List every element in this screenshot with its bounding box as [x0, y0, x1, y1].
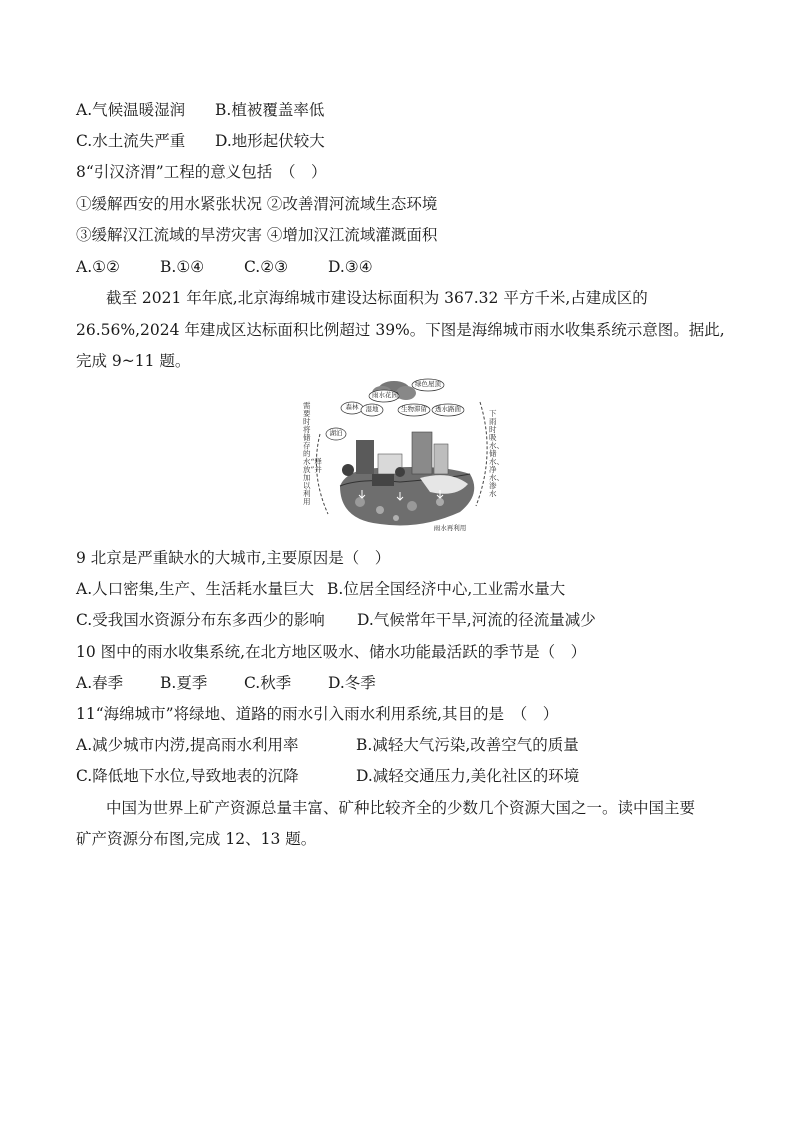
q8-item-1: ①缓解西安的用水紧张状况 ②改善渭河流域生态环境 — [76, 195, 438, 213]
q11-option-c: C.降低地下水位,导致地表的沉降 — [76, 767, 299, 785]
sponge-city-diagram — [300, 374, 504, 536]
passage2-line-2: 矿产资源分布图,完成 12、13 题。 — [76, 830, 317, 848]
right-vertical-caption: 下雨时吸水、储水、净水、渗水 — [489, 409, 504, 498]
q11-option-d: D.减轻交通压力,美化社区的环境 — [356, 767, 580, 785]
q8-stem: 8“引汉济渭”工程的意义包括 （ ） — [76, 163, 327, 181]
q8-option-d: D.③④ — [328, 258, 373, 276]
label-green-roof: 绿色屋顶 — [415, 380, 441, 388]
sponge-city-illustration — [300, 374, 504, 536]
q9-option-c: C.受我国水资源分布东多西少的影响 — [76, 611, 325, 629]
q11-stem: 11“海绵城市”将绿地、道路的雨水引入雨水利用系统,其目的是 （ ） — [76, 705, 559, 723]
passage1-line-2: 26.56%,2024 年建成区达标面积比例超过 39%。下图是海绵城市雨水收集系统示意图。据此, — [76, 321, 725, 339]
label-permeable-pavement: 透水路面 — [435, 405, 461, 413]
q8-option-a: A.①② — [76, 258, 120, 276]
q7-option-d: D.地形起伏较大 — [215, 132, 325, 150]
q8-item-2: ③缓解汉江流域的旱涝灾害 ④增加汉江流域灌溉面积 — [76, 226, 438, 244]
q10-option-d: D.冬季 — [328, 674, 376, 692]
q9-option-a: A.人口密集,生产、生活耗水量巨大 — [76, 580, 315, 598]
q8-option-b: B.①④ — [160, 258, 205, 276]
q9-option-d: D.气候常年干旱,河流的径流量减少 — [357, 611, 596, 629]
label-rainwater-reuse: 雨水再利用 — [433, 524, 467, 532]
q9-stem: 9 北京是严重缺水的大城市,主要原因是（ ） — [76, 549, 391, 567]
q7-option-b: B.植被覆盖率低 — [215, 101, 325, 119]
q7-option-c: C.水土流失严重 — [76, 132, 186, 150]
passage2-line-1: 中国为世界上矿产资源总量丰富、矿种比较齐全的少数几个资源大国之一。读中国主要 — [106, 799, 696, 817]
q10-option-b: B.夏季 — [160, 674, 208, 692]
passage1-line-1: 截至 2021 年年底,北京海绵城市建设达标面积为 367.32 平方千米,占建成区的 — [106, 289, 648, 307]
q8-option-c: C.②③ — [244, 258, 289, 276]
q9-option-b: B.位居全国经济中心,工业需水量大 — [327, 580, 566, 598]
q10-option-c: C.秋季 — [244, 674, 292, 692]
label-wetland: 湿地 — [365, 405, 379, 413]
q11-option-a: A.减少城市内涝,提高雨水利用率 — [76, 736, 299, 754]
label-forest: 森林 — [345, 403, 359, 411]
passage1-line-3: 完成 9~11 题。 — [76, 352, 191, 370]
q10-stem: 10 图中的雨水收集系统,在北方地区吸水、储水功能最活跃的季节是（ ） — [76, 643, 587, 661]
label-bioretention: 生物滞留 — [401, 405, 427, 413]
q7-option-a: A.气候温暖湿润 — [76, 101, 186, 119]
label-lake: 湖泊 — [329, 429, 343, 437]
label-rain-garden: 雨水花园 — [372, 391, 398, 399]
left-vertical-caption: 需要时将储存的水“释放”并加以利用 — [303, 401, 322, 506]
q10-option-a: A.春季 — [76, 674, 124, 692]
q11-option-b: B.减轻大气污染,改善空气的质量 — [356, 736, 579, 754]
